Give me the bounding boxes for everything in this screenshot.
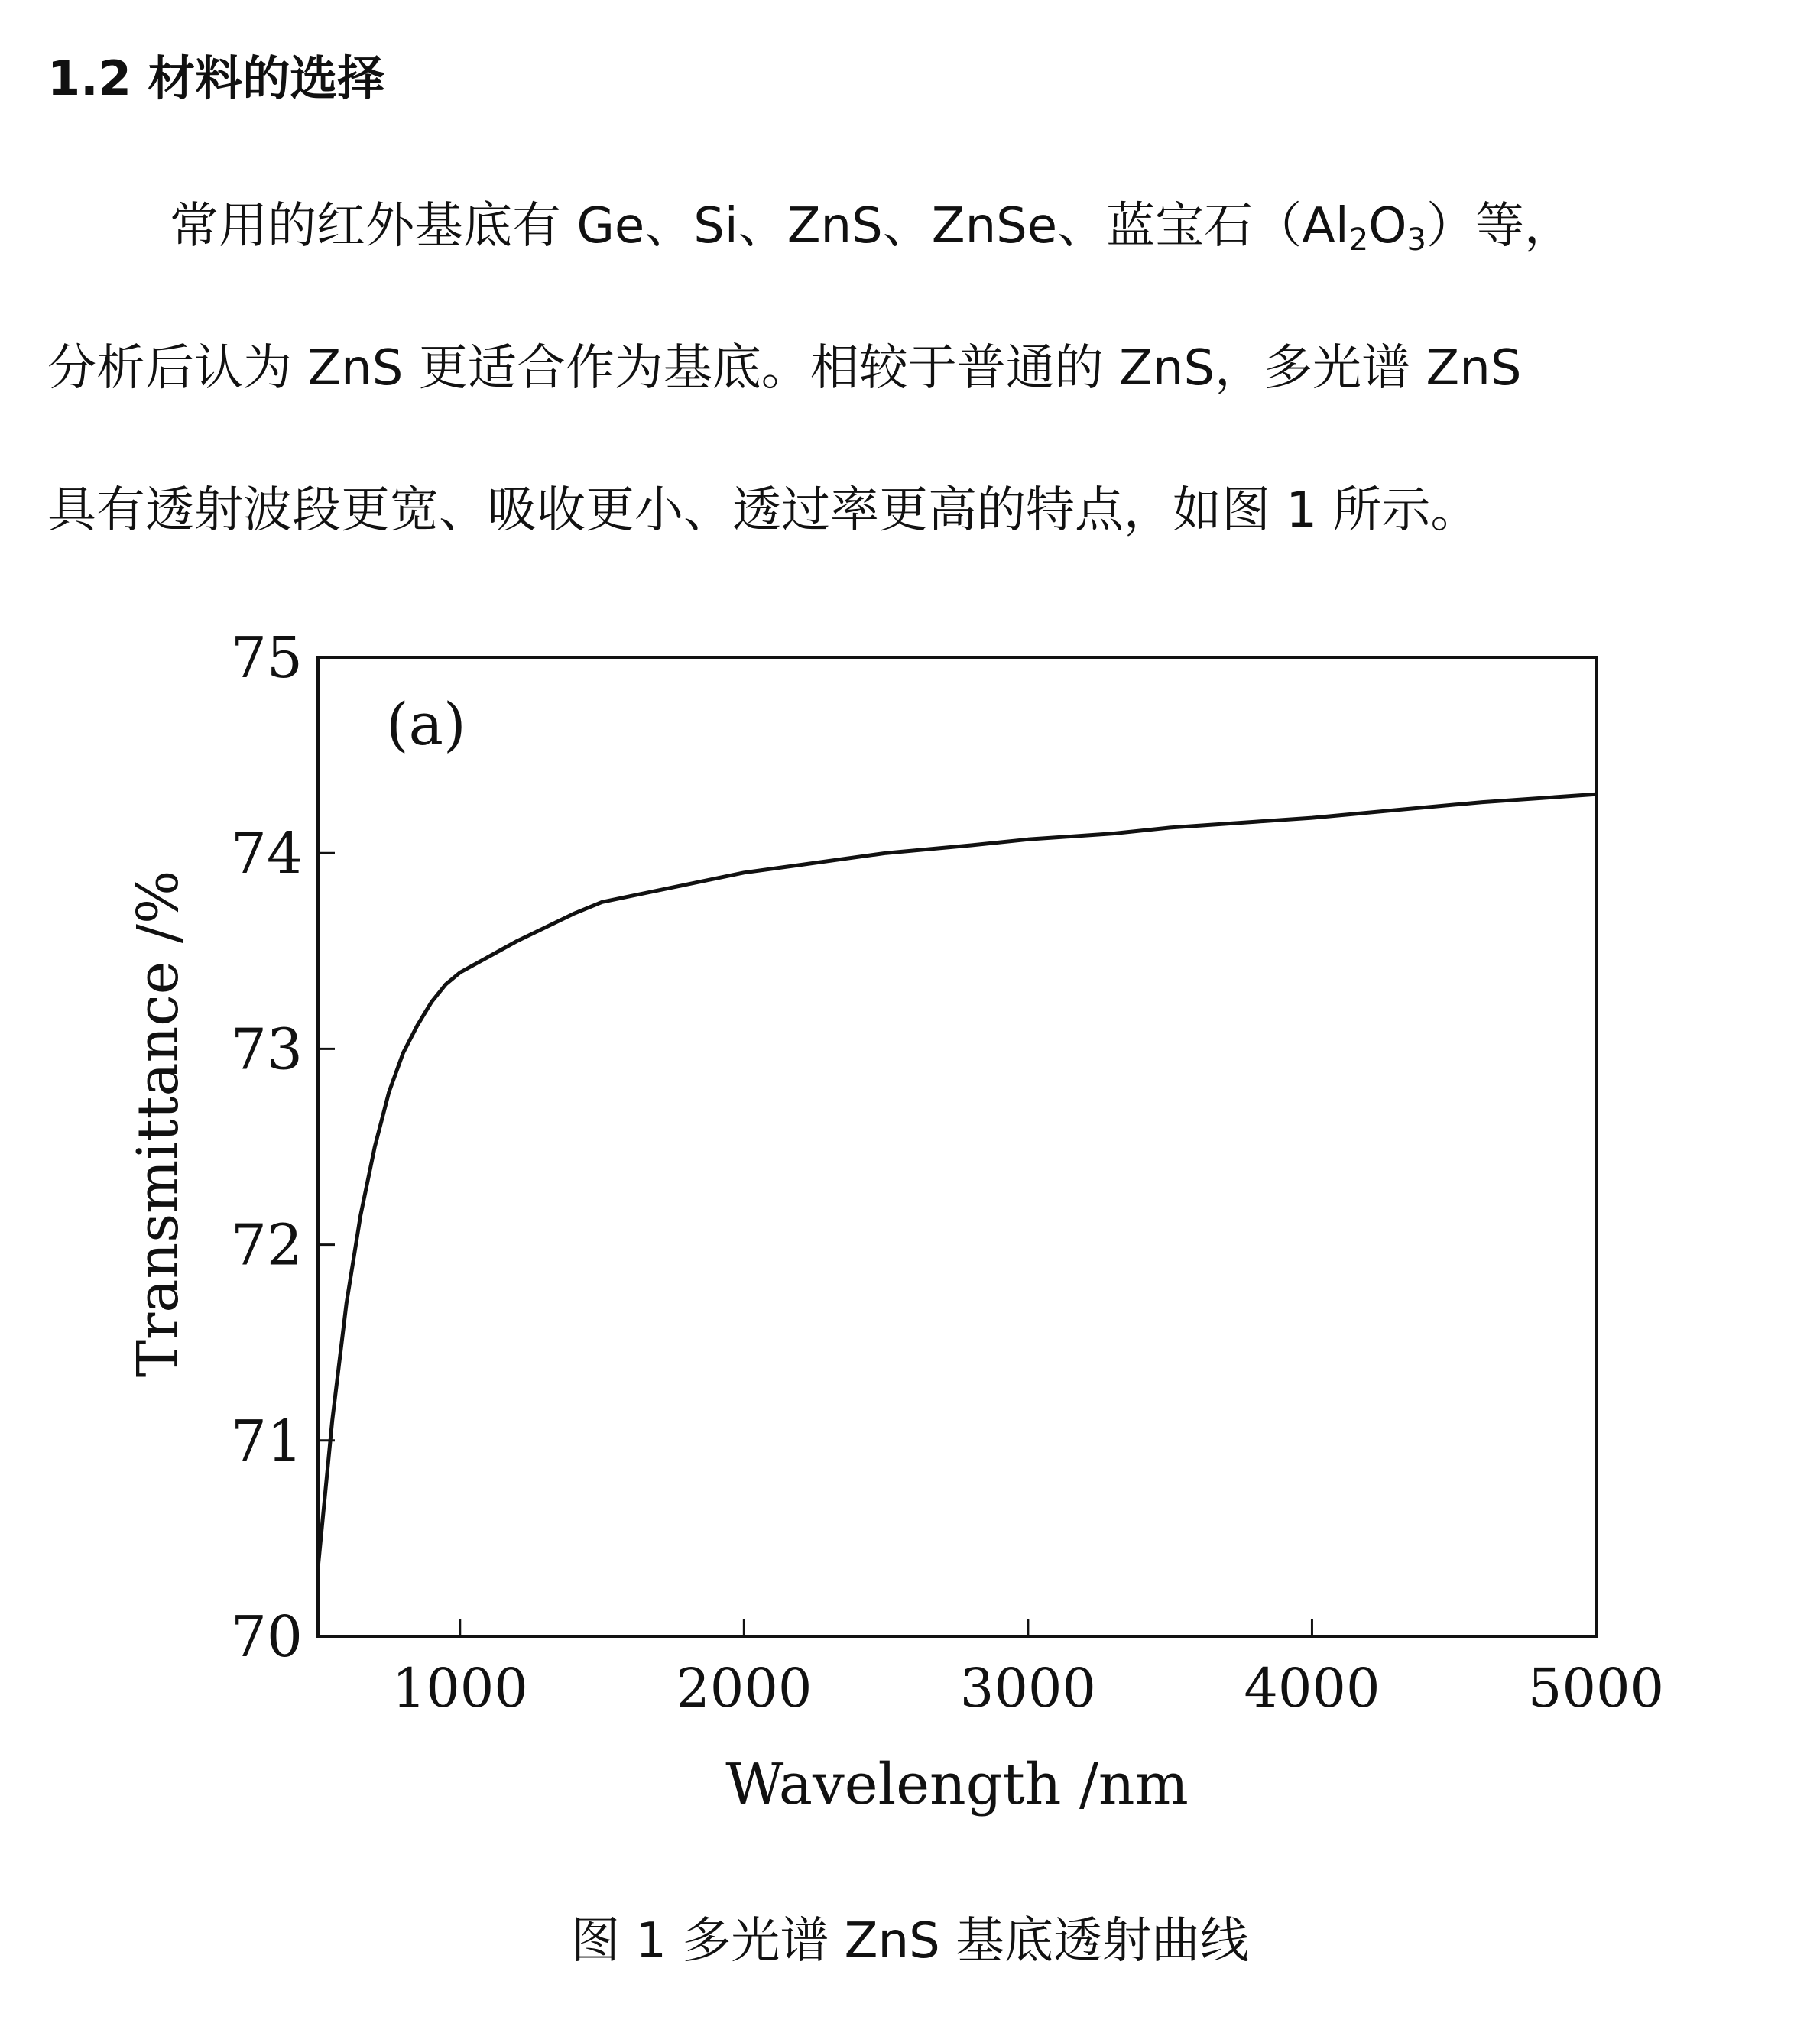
panel-label: (a) [386, 690, 466, 758]
y-tick-label: 74 [230, 821, 303, 887]
paragraph-line-1-text-b: O [1368, 198, 1407, 254]
x-tick-label: 5000 [1527, 1657, 1665, 1720]
section-heading: 1.2 材料的选择 [47, 50, 385, 106]
paragraph-line-1-text-c: ）等， [1426, 198, 1573, 254]
y-axis-label: Transmittance /% [125, 870, 191, 1378]
paragraph-line-2: 分析后认为 ZnS 更适合作为基底。相较于普通的 ZnS，多光谱 ZnS [47, 340, 1522, 397]
subscript-3: 3 [1406, 222, 1426, 258]
paragraph-line-3: 具有透射波段更宽、吸收更小、透过率更高的特点，如图 1 所示。 [47, 482, 1480, 539]
x-axis-label: Wavelength /nm [725, 1752, 1189, 1817]
x-tick-label: 4000 [1244, 1657, 1380, 1720]
x-tick-label: 1000 [391, 1657, 528, 1720]
x-tick-label: 2000 [676, 1657, 813, 1720]
y-tick-label: 71 [230, 1408, 303, 1474]
plot-frame [318, 657, 1596, 1636]
figure-1 [0, 604, 1820, 1850]
y-tick-label: 70 [230, 1604, 303, 1670]
transmittance-chart [0, 604, 1820, 1850]
y-tick-label: 72 [230, 1212, 303, 1279]
series-line-transmittance [318, 794, 1596, 1568]
paragraph-line-1 [170, 190, 1773, 263]
x-tick-label: 3000 [959, 1657, 1096, 1720]
y-tick-label: 73 [230, 1016, 303, 1083]
subscript-2: 2 [1348, 222, 1369, 258]
y-tick-label: 75 [230, 625, 303, 691]
figure-caption: 图 1 多光谱 ZnS 基底透射曲线 [570, 1913, 1250, 1970]
paragraph-line-1-text-a: 常用的红外基底有 Ge、Si、ZnS、ZnSe、蓝宝石（Al [170, 198, 1349, 254]
